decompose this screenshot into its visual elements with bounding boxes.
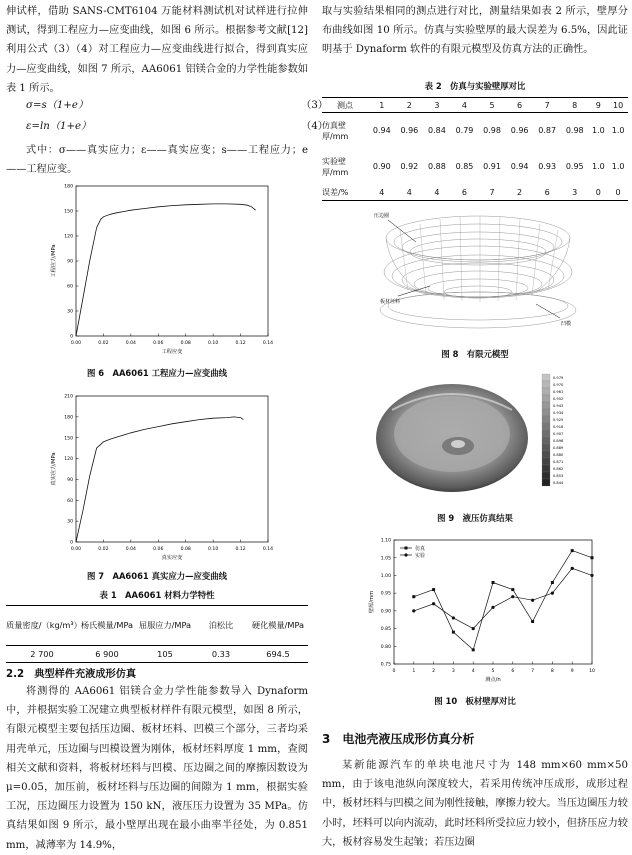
table-2-cell: 0.88 — [428, 162, 446, 171]
data-point — [591, 556, 594, 559]
fig9-scale-label: 0.871 — [553, 460, 564, 464]
figure-9-hydroforming-result — [372, 368, 582, 498]
x-tick-label: 0 — [392, 669, 396, 674]
table-2-cell: 0.87 — [538, 126, 557, 136]
data-point — [412, 609, 415, 612]
x-tick-label: 0.10 — [208, 547, 219, 552]
fig9-scale-label: 0.844 — [553, 481, 564, 485]
data-point — [531, 599, 534, 602]
fig9-scale-swatch — [542, 374, 550, 381]
table-2-caption: 表 2 仿真与实验壁厚对比 — [424, 81, 526, 91]
x-tick-label: 0.14 — [262, 341, 274, 346]
fig9-scale-label: 0.925 — [553, 418, 564, 422]
fig9-scale-label: 0.979 — [553, 376, 564, 380]
fig9-scale-swatch — [542, 416, 550, 423]
x-axis-label: 测点/n — [485, 677, 501, 683]
legend-label: 实验 — [415, 552, 426, 559]
table-1-cell: 694.5 — [266, 649, 290, 659]
table-2-point-8: 8 — [572, 100, 578, 110]
x-tick-label: 0.08 — [180, 341, 191, 346]
fig9-scale-label: 0.916 — [553, 425, 564, 429]
stress-strain-curve — [76, 204, 256, 336]
x-tick-label: 0.06 — [153, 341, 164, 346]
x-tick-label: 0.10 — [208, 341, 219, 346]
fig9-scale-swatch — [542, 381, 550, 388]
table-2-cell: 1.0 — [591, 126, 605, 136]
fig9-scale-label: 0.862 — [553, 467, 564, 471]
table-2-cell: 0.92 — [400, 162, 419, 171]
fig9-scale-swatch — [542, 409, 550, 416]
section-3-heading: 3 电池壳液压成形仿真分析 — [322, 732, 475, 746]
table-2-cell: 7 — [489, 187, 495, 197]
table-1-cell: 0.33 — [211, 649, 231, 659]
data-point — [491, 606, 494, 609]
figure-7-chart — [46, 390, 282, 562]
figure-8-fem-model — [360, 200, 592, 340]
data-point — [452, 631, 455, 634]
table-2-header-label: 测点 — [337, 100, 353, 110]
table-2-point-9: 9 — [595, 100, 601, 110]
table-2-cell: 3 — [572, 187, 578, 197]
data-point — [452, 616, 455, 619]
section-2-2-heading: 2.2 典型样件充液成形仿真 — [6, 669, 137, 680]
figure-9-caption: 图 9 液压仿真结果 — [437, 513, 513, 523]
y-tick-label: 1.00 — [380, 574, 391, 580]
table-2-cell: 0.79 — [455, 126, 474, 136]
data-point — [472, 627, 475, 630]
y-tick-label: 120 — [64, 457, 73, 463]
x-tick-label: 0.04 — [125, 547, 136, 552]
fig9-scale-label: 0.880 — [553, 453, 564, 457]
legend-label: 仿真 — [415, 545, 426, 552]
y-tick-label: 60 — [67, 284, 73, 290]
x-tick-label: 0.02 — [98, 547, 109, 552]
fig9-scale-label: 0.943 — [553, 404, 564, 408]
x-tick-label: 0.04 — [125, 341, 136, 346]
table-2-cell: 0.96 — [400, 126, 419, 136]
equation-4-number: （4） — [301, 121, 328, 132]
fig9-scale-label: 0.898 — [553, 439, 564, 443]
x-tick-label: 0.12 — [235, 341, 246, 346]
table-2-cell: 4 — [379, 187, 385, 197]
fig9-scale-label: 0.961 — [553, 390, 564, 394]
table-2-row-label: 仿真壁厚/mm — [322, 120, 349, 141]
fig8-label-die: 凹模 — [561, 321, 572, 327]
x-tick-label: 10 — [589, 669, 595, 674]
data-point — [571, 567, 574, 570]
table-2-cell: 1.0 — [611, 126, 625, 136]
table-2-cell: 0.95 — [565, 162, 584, 171]
fig9-scale-label: 0.907 — [553, 432, 564, 436]
x-tick-label: 0.00 — [70, 341, 82, 346]
table-2-point-2: 2 — [406, 100, 412, 110]
data-point — [590, 574, 593, 577]
data-point — [551, 592, 554, 595]
table-1-header-poisson: 泊松比 — [208, 620, 234, 630]
data-point — [432, 602, 435, 605]
fig9-scale-swatch — [542, 423, 550, 430]
table-2-cell: 0.84 — [428, 126, 446, 136]
data-point — [551, 581, 554, 584]
y-tick-label: 1.10 — [380, 538, 391, 544]
fig9-scale-label: 0.889 — [553, 446, 564, 450]
fig8-label-holder: 压边圈 — [374, 213, 390, 219]
table-2-cell: 4 — [434, 187, 440, 197]
data-point — [531, 620, 534, 623]
x-tick-label: 2 — [432, 669, 436, 674]
series-line-1 — [414, 551, 592, 650]
data-point — [511, 595, 514, 598]
y-axis-label: 壁厚/mm — [369, 590, 375, 614]
data-point — [511, 588, 514, 591]
table-2-cell: 0.85 — [455, 162, 474, 171]
data-point — [412, 595, 415, 598]
left-paragraph-1: 伸试样，借助 SANS-CMT6104 万能材料测试机对试样进行拉伸测试，得到工程应力—应变曲线，如图 6 所示。根据参考文献[12]利用公式（3）（4）对工程应力—应变曲线进行拟合，得到真实应力—应变曲线，如图 7 所示，AA6061 铝镁合金的力学性能参数如表 1 所示。 — [6, 6, 308, 94]
table-2-cell: 0.94 — [510, 162, 529, 171]
x-tick-label: 3 — [451, 669, 455, 674]
x-tick-label: 8 — [550, 669, 554, 674]
fig9-scale-label: 0.853 — [553, 474, 564, 478]
y-tick-label: 90 — [67, 478, 73, 484]
table-2-cell: 2 — [517, 187, 523, 197]
figure-10-chart — [364, 534, 600, 684]
fig9-scale-swatch — [542, 444, 550, 451]
equation-3 — [6, 97, 328, 115]
equation-3-number: （3） — [301, 100, 328, 111]
x-tick-label: 0.02 — [98, 341, 109, 346]
table-2-point-4: 4 — [461, 100, 468, 110]
x-tick-label: 0.14 — [262, 547, 274, 552]
table-2-cell: 0 — [615, 187, 621, 197]
table-2-cell: 0.91 — [483, 162, 501, 171]
figure-7-caption: 图 7 AA6061 真实应力—应变曲线 — [86, 571, 228, 581]
figure-9-color-scale — [542, 374, 564, 486]
table-2-cell: 0.90 — [372, 162, 391, 171]
figure-8-caption: 图 8 有限元模型 — [441, 349, 509, 359]
legend-marker — [404, 553, 407, 556]
y-tick-label: 30 — [67, 309, 73, 315]
right-paragraph-2: 某新能源汽车的单块电池尺寸为 148 mm×60 mm×50 mm，由于该电池纵向深度较大，若采用传统冲压成形，成形过程中，板材坯料与凹模之间为刚性接触，摩擦力较大。当压边圈压力较小时，坯料可以向内流动，此时坯料所受拉应力较小，但挤压应力较大，板材容易发生起皱；若压边圈 — [322, 760, 628, 848]
table-2-cell: 1.0 — [611, 162, 625, 171]
x-tick-label: 9 — [570, 669, 574, 674]
x-tick-label: 0.12 — [235, 547, 246, 552]
y-tick-label: 0 — [70, 540, 73, 546]
y-tick-label: 150 — [64, 209, 73, 215]
data-point — [472, 648, 475, 651]
table-1-cell: 105 — [157, 649, 173, 659]
data-point — [432, 588, 435, 591]
table-1-header-youngs: 杨氏模量/MPa — [80, 620, 134, 630]
data-point — [492, 581, 495, 584]
table-1-cell: 6 900 — [95, 649, 119, 659]
fig9-scale-label: 0.934 — [553, 411, 564, 415]
fig9-scale-swatch — [542, 430, 550, 437]
y-axis-label: 真实应力/MPa — [51, 452, 57, 486]
table-2-point-5: 5 — [489, 100, 495, 110]
y-tick-label: 60 — [67, 498, 73, 504]
series-line-2 — [414, 568, 592, 628]
plot-frame — [76, 186, 268, 336]
table-2-row — [322, 185, 628, 201]
table-1 — [6, 605, 308, 663]
y-tick-label: 0.75 — [380, 662, 391, 668]
x-tick-label: 0.00 — [70, 547, 82, 552]
y-tick-label: 0.80 — [380, 644, 391, 650]
table-2-cell: 0.98 — [565, 126, 584, 136]
y-tick-label: 150 — [64, 436, 73, 442]
fig9-scale-label: 0.970 — [553, 383, 564, 387]
table-1-header-yield: 屈服应力/MPa — [138, 620, 192, 630]
table-2-cell: 1.0 — [591, 162, 605, 171]
fig8-label-blank: 板材坯料 — [380, 299, 401, 305]
figure-6-caption: 图 6 AA6061 工程应力—应变曲线 — [86, 368, 228, 378]
table-2-cell: 6 — [544, 187, 550, 197]
table-2-row — [322, 113, 628, 149]
table-2-cell: 0.96 — [510, 126, 529, 136]
table-2-cell: 6 — [461, 187, 468, 197]
table-2 — [322, 97, 628, 201]
table-2-point-10: 10 — [613, 100, 624, 110]
figure-6-chart — [46, 180, 282, 356]
table-2-point-7: 7 — [544, 100, 550, 110]
y-tick-label: 0.95 — [380, 591, 391, 597]
y-tick-label: 180 — [64, 184, 73, 190]
table-2-row-label: 误差/% — [322, 187, 349, 197]
y-tick-label: 0.85 — [380, 627, 391, 633]
plot-frame — [76, 396, 268, 542]
table-2-header-row — [322, 98, 628, 113]
y-tick-label: 1.05 — [380, 556, 391, 562]
y-tick-label: 120 — [64, 234, 73, 240]
fig9-scale-swatch — [542, 472, 550, 479]
fig9-scale-swatch — [542, 451, 550, 458]
table-1-header-hardening: 硬化模量/MPa — [251, 620, 305, 630]
table-1-header-density: 质量密度/（kg/m³） — [6, 620, 82, 630]
table-2-cell: 0.98 — [483, 126, 501, 136]
table-1-cell: 2 700 — [30, 649, 54, 659]
table-2-row-label: 实验壁厚/mm — [322, 156, 349, 177]
x-axis-label: 工程应变 — [161, 349, 183, 355]
table-2-cell: 0.94 — [372, 126, 391, 136]
x-tick-label: 7 — [531, 669, 535, 674]
table-2-point-6: 6 — [517, 100, 523, 110]
fig9-scale-swatch — [542, 402, 550, 409]
equation-4-text: ε=ln（1+e） — [26, 121, 92, 132]
equation-4 — [6, 118, 328, 136]
table-2-point-1: 1 — [379, 100, 385, 110]
fig9-scale-label: 0.952 — [553, 397, 564, 401]
table-1-caption: 表 1 AA6061 材料力学特性 — [99, 590, 215, 600]
x-tick-label: 1 — [412, 669, 416, 674]
y-tick-label: 30 — [67, 519, 73, 525]
fig9-scale-swatch — [542, 465, 550, 472]
y-tick-label: 90 — [67, 259, 73, 265]
table-2-cell: 0 — [595, 187, 601, 197]
left-paragraph-3: 将测得的 AA6061 铝镁合金力学性能参数导入 Dynaform 中，并根据实验工况建立典型板材样件有限元模型，如图 8 所示，有限元模型主要包括压边圈、板材坯料、凹模三个部分，三者均采用壳单元，压边圈与凹模设置为刚体，板材坯料厚度 1 mm，查阅相关文献和资料，将板材坯料与凹模、压边圈之间的摩擦因数设为 μ=0.05，加压前，板材坯料与压边圈的间隙为 1 mm，根据实验工况，压边圈压力设置为 150 kN，液压压力设置为 35 MPa。仿真结果如图 9 所示，最小壁厚出现在最小曲率半径处，为 0.851 mm，减薄率为 14.9%， — [6, 686, 308, 851]
stress-strain-curve — [76, 417, 243, 542]
x-tick-label: 0.08 — [180, 547, 191, 552]
fig9-scale-swatch — [542, 395, 550, 402]
left-paragraph-2: 式中：σ——真实应力；ε——真实应变；s——工程应力；e——工程应变。 — [6, 145, 308, 176]
legend-marker — [405, 547, 408, 550]
table-2-row — [322, 149, 628, 185]
data-point — [571, 549, 574, 552]
x-tick-label: 0.06 — [153, 547, 164, 552]
x-tick-label: 4 — [471, 669, 475, 674]
y-tick-label: 210 — [64, 394, 73, 400]
y-tick-label: 180 — [64, 415, 73, 421]
table-2-cell: 0.93 — [538, 162, 557, 171]
x-axis-label: 真实应变 — [161, 555, 183, 561]
x-tick-label: 5 — [491, 669, 495, 674]
table-2-cell: 4 — [406, 187, 412, 197]
fig9-scale-swatch — [542, 388, 550, 395]
fig9-scale-swatch — [542, 458, 550, 465]
equation-3-text: σ=s（1+e） — [26, 100, 89, 111]
fig9-scale-swatch — [542, 437, 550, 444]
x-tick-label: 6 — [511, 669, 515, 674]
y-tick-label: 0 — [70, 334, 73, 340]
fig9-scale-swatch — [542, 479, 550, 486]
right-paragraph-1: 取与实验结果相同的测点进行对比，测量结果如表 2 所示，壁厚分布曲线如图 10 所示。仿真与实验壁厚的最大误差为 6.5%，因此证明基于 Dynaform 软件的有限元模型及仿真方法的正确性。 — [322, 6, 628, 56]
figure-10-caption: 图 10 板材壁厚对比 — [434, 696, 516, 706]
y-tick-label: 0.90 — [380, 609, 391, 615]
y-axis-label: 工程应力/MPa — [51, 244, 57, 278]
table-2-point-3: 3 — [434, 100, 440, 110]
